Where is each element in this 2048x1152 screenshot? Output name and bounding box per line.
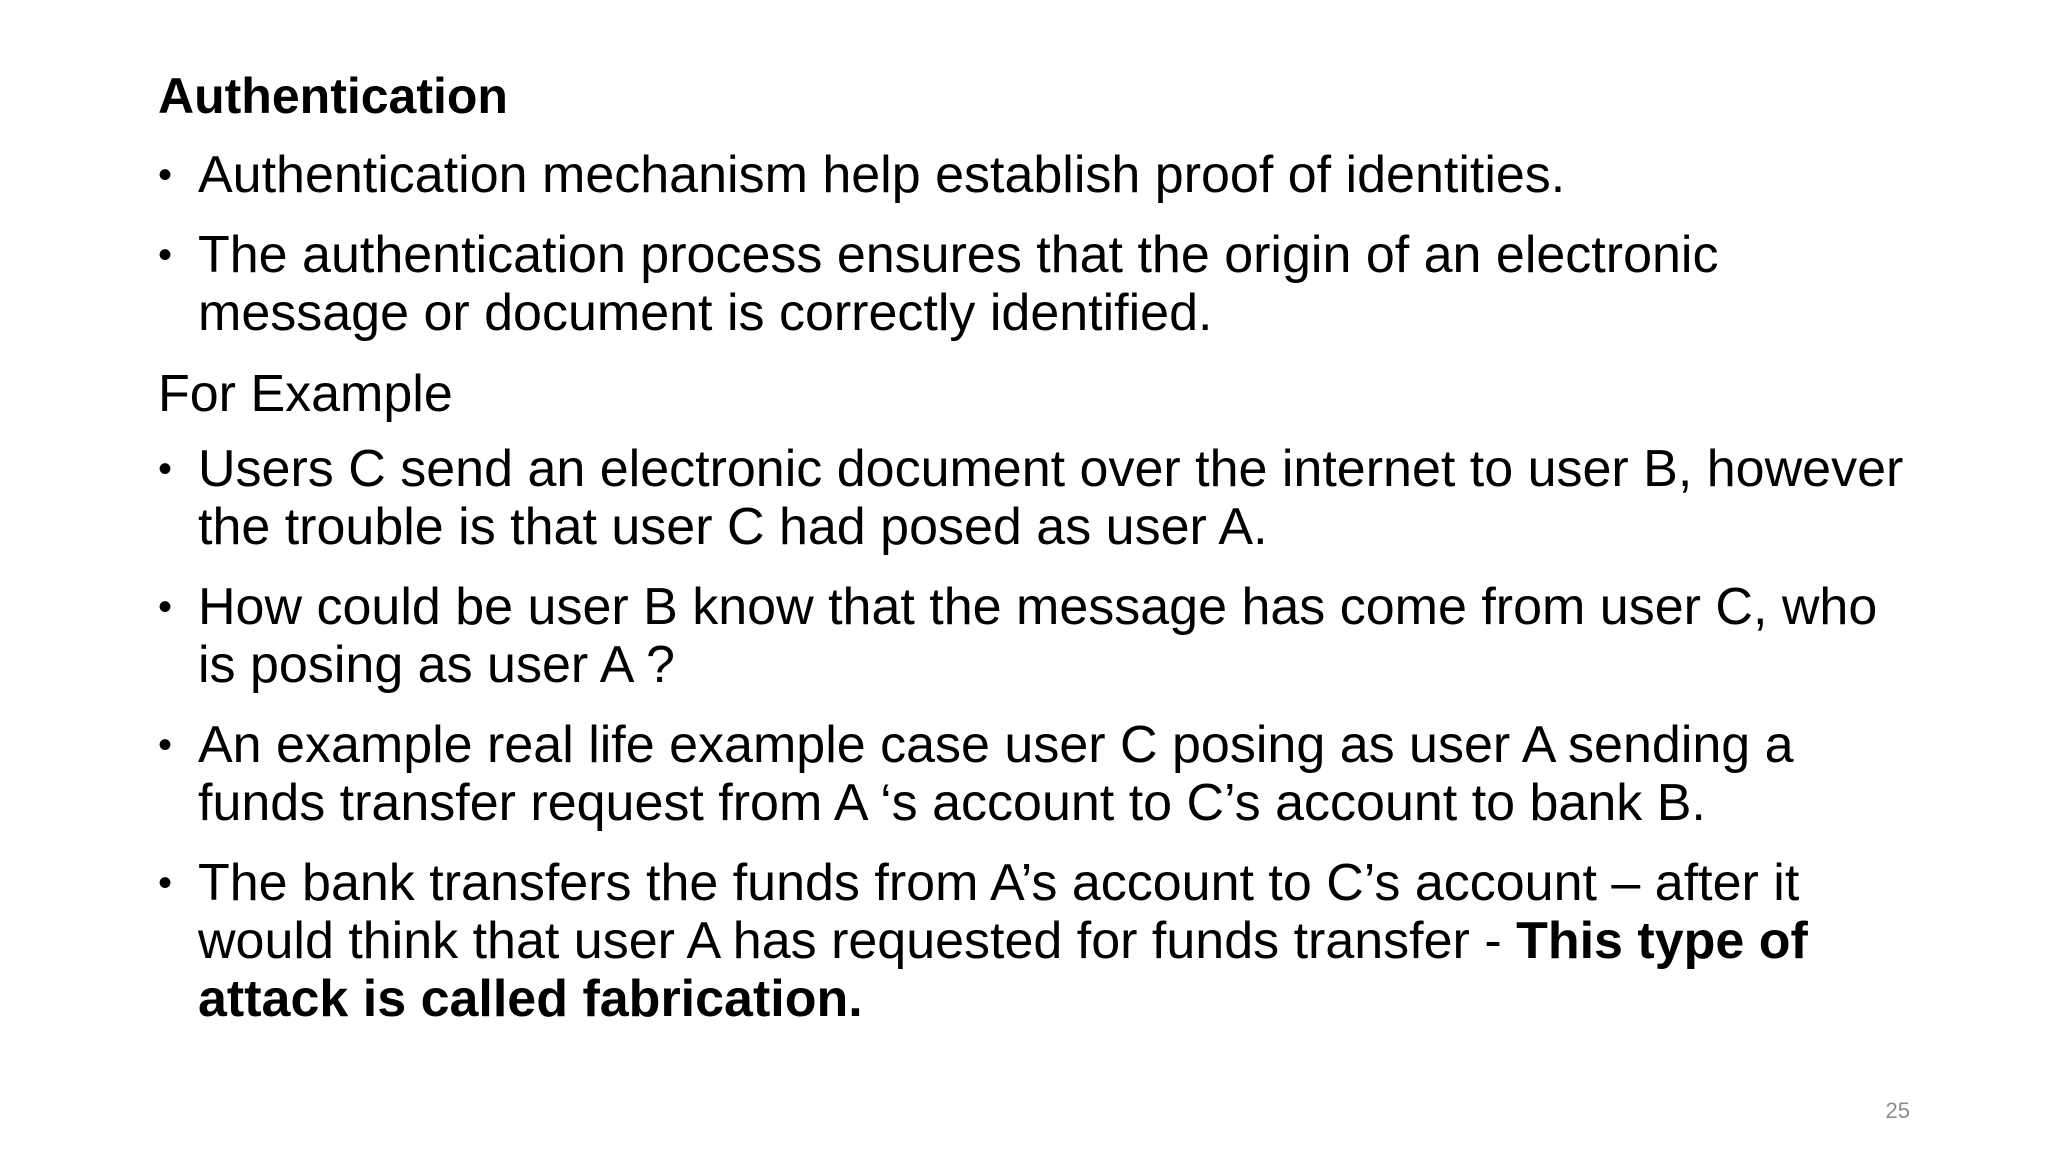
bullet-text: Authentication mechanism help establish proof of identities.	[198, 146, 1566, 204]
bullet-item	[158, 578, 1918, 694]
bullet-icon: •	[158, 153, 173, 197]
example-label: For Example	[158, 365, 453, 423]
bullet-item	[158, 854, 1918, 1028]
bullet-icon: •	[158, 585, 173, 629]
bullet-item	[158, 716, 1918, 832]
slide-content	[158, 66, 1918, 1050]
slide-heading: Authentication	[158, 68, 508, 124]
bullet-item	[158, 146, 1918, 204]
bullet-item	[158, 440, 1918, 556]
bullet-text: Users C send an electronic document over the internet to user B, however the trouble is that user C had posed as user A.	[198, 440, 1904, 556]
bullet-icon: •	[158, 861, 173, 905]
bullet-icon: •	[158, 447, 173, 491]
bullet-text: The authentication process ensures that the origin of an electronic message or document is correctly identified.	[198, 226, 1719, 342]
bullet-icon: •	[158, 723, 173, 767]
bullet-item	[158, 226, 1918, 342]
bullet-icon: •	[158, 233, 173, 277]
bullet-text	[198, 854, 1808, 1028]
bullet-text: An example real life example case user C posing as user A sending a funds transfer request from A ‘s account to C’s account to bank B.	[198, 716, 1794, 832]
bullet-text-bold: This type of attack is called fabrication.	[198, 912, 1808, 1028]
bullet-text: How could be user B know that the message has come from user C, who is posing as user A ?	[198, 578, 1878, 694]
bullet-text-regular: The bank transfers the funds from A’s account to C’s account – after it would think that user A has requested for funds transfer -	[198, 854, 1800, 970]
page-number: 25	[1885, 1098, 1910, 1123]
